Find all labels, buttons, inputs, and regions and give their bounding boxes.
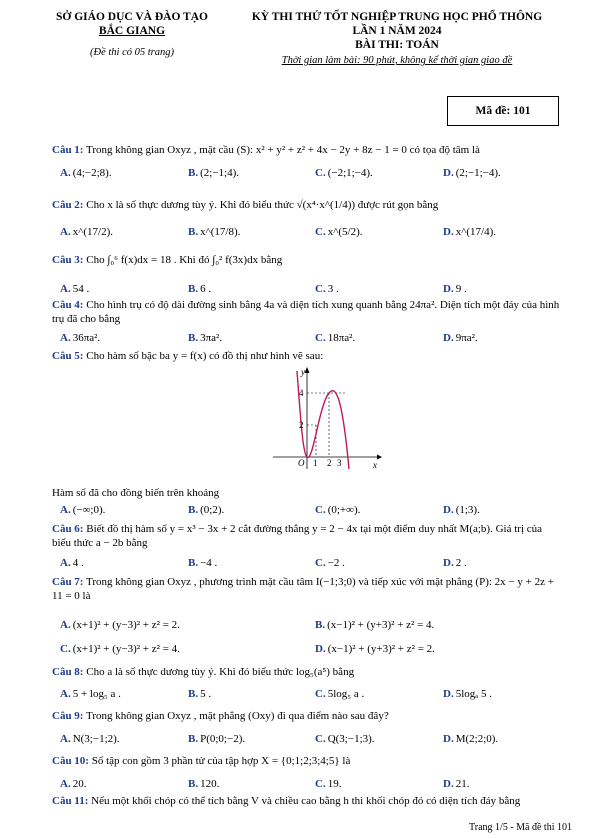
question-7: Câu 7: Trong không gian Oxyz , phương trình mặt cầu tâm I(−1;3;0) và tiếp xúc với mặt phẳng (P): 2x − y + 2z + 11 = 0 là	[52, 576, 554, 602]
question-5-options	[60, 504, 560, 518]
option-b: B. 120.	[188, 778, 220, 790]
option-b: B. −4 .	[188, 557, 218, 569]
header-right	[222, 10, 572, 68]
option-b: B. x^(17/8).	[188, 226, 241, 238]
x-tick-2: 2	[327, 458, 332, 468]
question-4: Câu 4: Cho hình trụ có độ dài đường sinh bằng 4a và diện tích xung quanh bằng 24πa². Diện tích một đáy của hình trụ đã cho bằng	[52, 299, 560, 325]
cubic-graph	[273, 365, 383, 473]
option-c: C. 19.	[315, 778, 342, 790]
option-c: C. −2 .	[315, 557, 345, 569]
option-a: A. 5 + log₅ a .	[60, 688, 121, 700]
question-3: Câu 3: Cho ∫₀⁶ f(x)dx = 18 . Khi đó ∫₀² f(3x)dx bằng	[52, 254, 283, 266]
question-2: Câu 2: Cho x là số thực dương tùy ý. Khi đó biểu thức √(x⁴·x^(1/4)) được rút gọn bằng	[52, 199, 439, 211]
option-a: A. (x+1)² + (y−3)² + z² = 2.	[60, 619, 180, 631]
option-c: C. 3 .	[315, 283, 339, 295]
x-axis-arrow	[377, 455, 382, 460]
dept-name: SỞ GIÁO DỤC VÀ ĐÀO TẠO	[56, 11, 208, 23]
question-10-options	[60, 778, 560, 792]
question-7-options-row1	[60, 619, 560, 633]
x-tick-3: 3	[337, 458, 342, 468]
question-3-options	[60, 283, 560, 297]
option-d: D. 2 .	[443, 557, 467, 569]
question-4-options	[60, 332, 560, 346]
exam-time: Thời gian làm bài: 90 phút, không kể thời gian giao đề	[281, 55, 513, 66]
option-d: D. x^(17/4).	[443, 226, 496, 238]
option-d: D. 5logₐ 5 .	[443, 688, 493, 700]
x-tick-1: 1	[313, 458, 318, 468]
question-9-options	[60, 733, 560, 747]
question-2-options	[60, 226, 560, 240]
y-tick-4: 4	[299, 388, 304, 398]
option-b: B. 3πa².	[188, 332, 223, 344]
y-axis-label: y	[301, 367, 305, 377]
province-name: BẮC GIANG	[98, 25, 166, 37]
exam-title: KỲ THI THỬ TỐT NGHIỆP TRUNG HỌC PHỔ THÔNG	[251, 11, 543, 23]
option-d: D. 21.	[443, 778, 470, 790]
option-b: B. 5 .	[188, 688, 212, 700]
option-c: C. (0;+∞).	[315, 504, 361, 516]
question-6-options	[60, 557, 560, 571]
option-b: B. P(0;0;−2).	[188, 733, 246, 745]
option-a: A. (−∞;0).	[60, 504, 106, 516]
question-6: Câu 6: Biết đồ thị hàm số y = x³ − 3x + 2 cắt đường thẳng y = 2 − 4x tại một điểm duy nhất M(a;b). Giá trị của biểu thức a − 2b bằng	[52, 523, 543, 549]
option-b: B. (2;−1;4).	[188, 167, 239, 179]
y-tick-2: 2	[299, 420, 304, 430]
option-c: C. 5log₅ a .	[315, 688, 365, 700]
question-1: Câu 1: Trong không gian Oxyz , mặt cầu (S): x² + y² + z² + 4x − 2y + 8z − 1 = 0 có tọa độ tâm là	[52, 144, 480, 156]
option-c: C. (−2;1;−4).	[315, 167, 373, 179]
option-d: D. M(2;2;0).	[443, 733, 499, 745]
option-a: A. 20.	[60, 778, 87, 790]
option-c: C. (x+1)² + (y−3)² + z² = 4.	[60, 643, 180, 655]
option-a: A. (4;−2;8).	[60, 167, 112, 179]
exam-code-box	[447, 96, 559, 126]
y-axis-arrow	[305, 367, 310, 373]
option-b: B. (0;2).	[188, 504, 225, 516]
graph-curve	[297, 371, 349, 469]
option-d: D. (x−1)² + (y+3)² + z² = 2.	[315, 643, 435, 655]
page-footer: Trang 1/5 - Mã đề thi 101	[469, 822, 572, 833]
option-a: A. x^(17/2).	[60, 226, 113, 238]
question-7-options-row2	[60, 643, 560, 657]
option-a: A. 36πa².	[60, 332, 101, 344]
option-d: D. 9 .	[443, 283, 467, 295]
option-b: B. 6 .	[188, 283, 212, 295]
x-axis-label: x	[373, 460, 377, 470]
question-8-options	[60, 688, 560, 702]
option-d: D. 9πa².	[443, 332, 478, 344]
option-a: A. 4 .	[60, 557, 84, 569]
option-a: A. 54 .	[60, 283, 90, 295]
question-9: Câu 9: Trong không gian Oxyz , mặt phẳng (Oxy) đi qua điểm nào sau đây?	[52, 710, 389, 722]
option-c: C. 18πa².	[315, 332, 356, 344]
page-count-note: (Đề thi có 05 trang)	[90, 47, 174, 58]
question-10: Câu 10: Số tập con gồm 3 phần tử của tập hợp X = {0;1;2;3;4;5} là	[52, 755, 351, 767]
question-8: Câu 8: Cho a là số thực dương tùy ý. Khi đó biểu thức log₅(a⁵) bằng	[52, 666, 355, 678]
header-left	[52, 10, 212, 60]
origin-label: O	[298, 458, 305, 468]
option-d: D. (2;−1;−4).	[443, 167, 501, 179]
option-c: C. Q(3;−1;3).	[315, 733, 375, 745]
question-5-after: Hàm số đã cho đồng biến trên khoảng	[52, 487, 220, 499]
option-c: C. x^(5/2).	[315, 226, 363, 238]
option-d: D. (1;3).	[443, 504, 480, 516]
option-b: B. (x−1)² + (y+3)² + z² = 4.	[315, 619, 435, 631]
question-5: Câu 5: Cho hàm số bậc ba y = f(x) có đồ thị như hình vẽ sau:	[52, 350, 324, 362]
exam-subject: BÀI THI: TOÁN	[355, 39, 439, 51]
question-11: Câu 11: Nếu một khối chóp có thể tích bằng V và chiều cao bằng h thì khối chóp đó có diện tích đáy bằng	[52, 795, 521, 807]
option-a: A. N(3;−1;2).	[60, 733, 120, 745]
question-1-options	[60, 167, 560, 181]
exam-code: Mã đề: 101	[475, 105, 531, 117]
exam-round: LẦN 1 NĂM 2024	[352, 25, 442, 37]
